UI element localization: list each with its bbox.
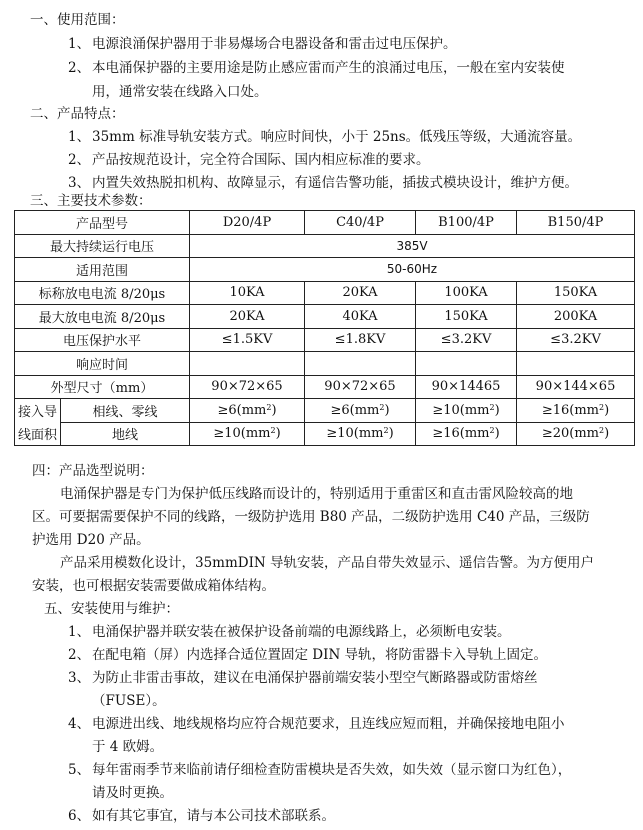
selection-para2-line2: 安装，也可根据安装需要做成箱体结构。 [32,578,275,594]
table-cell: 150KA [517,281,635,305]
section-features-title: 二、产品特点： [30,106,125,122]
section-usage-title: 一、使用范围： [30,12,125,28]
table-cell: $\ge 10(mm^2)$ [190,422,305,446]
install-item-1-num: 1、 [68,624,91,640]
table-cell: $\ge 16(mm^2)$ [517,399,635,423]
row-label-phase-neutral: 相线、零线 [61,399,190,423]
row-label-nominal-current: 标称放电电流 8/20μs [15,281,190,305]
table-cell [416,352,517,376]
table-cell: ≤1.8KV [305,328,416,352]
row-label-max-voltage: 最大持续运行电压 [15,234,190,258]
table-cell: $\ge 10(mm^2)$ [305,422,416,446]
table-cell: 200KA [517,305,635,329]
table-row [15,281,635,305]
features-item-1-num: 1、 [68,129,91,145]
table-cell: 10KA [190,281,305,305]
table-cell [305,352,416,376]
table-cell: 90×72×65 [305,375,416,399]
usage-item-2-num: 2、 [68,60,91,76]
selection-para2-line1: 产品采用模数化设计，35mmDIN 导轨安装，产品自带失效显示、遥信告警。为方便用户 [60,555,595,571]
header-model-b150: B150/4P [517,211,635,235]
table-cell: 90×144×65 [517,375,635,399]
section-install-title: 五、安装使用与维护： [44,601,179,617]
section-selection-title: 四：产品选型说明： [32,463,154,479]
usage-item-2-text: 本电涌保护器的主要用途是防止感应雷而产生的浪涌过电压，一般在室内安装使 [92,60,565,76]
usage-item-1-num: 1、 [68,36,91,52]
table-cell [517,352,635,376]
max-voltage-value: 385V [190,234,635,258]
wire-area-label-bottom: 线面积 [15,422,61,446]
scope-value: 50-60Hz [190,258,635,282]
install-item-3-cont: （FUSE）。 [92,693,166,709]
row-label-max-current: 最大放电电流 8/20μs [15,305,190,329]
table-row [15,328,635,352]
header-model-c40: C40/4P [305,211,416,235]
install-item-3-num: 3、 [68,670,91,686]
table-cell: ≤3.2KV [416,328,517,352]
table-row [15,422,635,446]
install-item-4-text: 电源进出线、地线规格均应符合规范要求，且连线应短而粗，并确保接地电阻小 [92,716,565,732]
features-item-2-text: 产品按规范设计，完全符合国际、国内相应标准的要求。 [92,152,430,168]
table-header-row [15,211,635,235]
selection-para1-line1: 电涌保护器是专门为保护低压线路而设计的，特别适用于重雷区和直击雷风险较高的地 [60,486,573,502]
install-item-5-text: 每年雷雨季节来临前请仔细检查防雷模块是否失效，如失效（显示窗口为红色）， [92,762,572,778]
header-model-b100: B100/4P [416,211,517,235]
table-cell: $\ge 20(mm^2)$ [517,422,635,446]
selection-para1-line2: 区。可要据需要保护不同的线路，一级防护选用 B80 产品，二级防护选用 C40 产品，三级防 [32,509,590,525]
table-cell: 20KA [305,281,416,305]
header-model-label: 产品型号 [15,211,190,235]
table-row [15,375,635,399]
table-cell: 100KA [416,281,517,305]
table-cell [190,352,305,376]
selection-para1-line3: 护选用 D20 产品。 [32,532,150,548]
table-row [15,399,635,423]
features-item-3-text: 内置失效热脱扣机构、故障显示，有遥信告警功能，插拔式模块设计，维护方便。 [92,175,578,191]
table-cell: $\ge 6(mm^2)$ [305,399,416,423]
table-row [15,305,635,329]
header-model-d20: D20/4P [190,211,305,235]
parameters-table [14,210,635,446]
install-item-6-num: 6、 [68,808,91,824]
row-label-scope: 适用范围 [15,258,190,282]
table-cell: ≤3.2KV [517,328,635,352]
table-cell: $\ge 10(mm^2)$ [416,399,517,423]
table-row [15,234,635,258]
table-cell: 90×14465 [416,375,517,399]
install-item-4-cont: 于 4 欧姆。 [92,739,164,755]
features-item-2-num: 2、 [68,152,91,168]
table-cell: 150KA [416,305,517,329]
table-cell: 20KA [190,305,305,329]
table-cell: $\ge 16(mm^2)$ [416,422,517,446]
features-item-1-text: 35mm 标准导轨安装方式。响应时间快，小于 25ns。低残压等级，大通流容量。 [92,129,582,145]
row-label-dimensions: 外型尺寸（mm） [15,375,190,399]
install-item-4-num: 4、 [68,716,91,732]
table-cell: ≤1.5KV [190,328,305,352]
features-item-3-num: 3、 [68,175,91,191]
table-row [15,352,635,376]
row-label-response-time: 响应时间 [15,352,190,376]
install-item-6-text: 如有其它事宜，请与本公司技术部联系。 [92,808,335,824]
install-item-1-text: 电涌保护器并联安装在被保护设备前端的电源线路上，必须断电安装。 [92,624,511,640]
table-cell: $\ge 6(mm^2)$ [190,399,305,423]
row-label-ground: 地线 [61,422,190,446]
install-item-3-text: 为防止非雷击事故，建议在电涌保护器前端安装小型空气断路器或防雷熔丝 [92,670,538,686]
table-cell: 40KA [305,305,416,329]
row-label-protection-level: 电压保护水平 [15,328,190,352]
usage-item-2-cont: 用，通常安装在线路入口处。 [92,84,268,100]
install-item-2-text: 在配电箱（屏）内选择合适位置固定 DIN 导轨，将防雷器卡入导轨上固定。 [92,647,548,663]
install-item-5-cont: 请及时更换。 [92,785,173,801]
section-params-title: 三、主要技术参数： [30,193,152,209]
table-row [15,258,635,282]
usage-item-1-text: 电源浪涌保护器用于非易爆场合电器设备和雷击过电压保护。 [92,36,457,52]
install-item-5-num: 5、 [68,762,91,778]
table-cell: 90×72×65 [190,375,305,399]
install-item-2-num: 2、 [68,647,91,663]
wire-area-label-top: 接入导 [15,399,61,423]
